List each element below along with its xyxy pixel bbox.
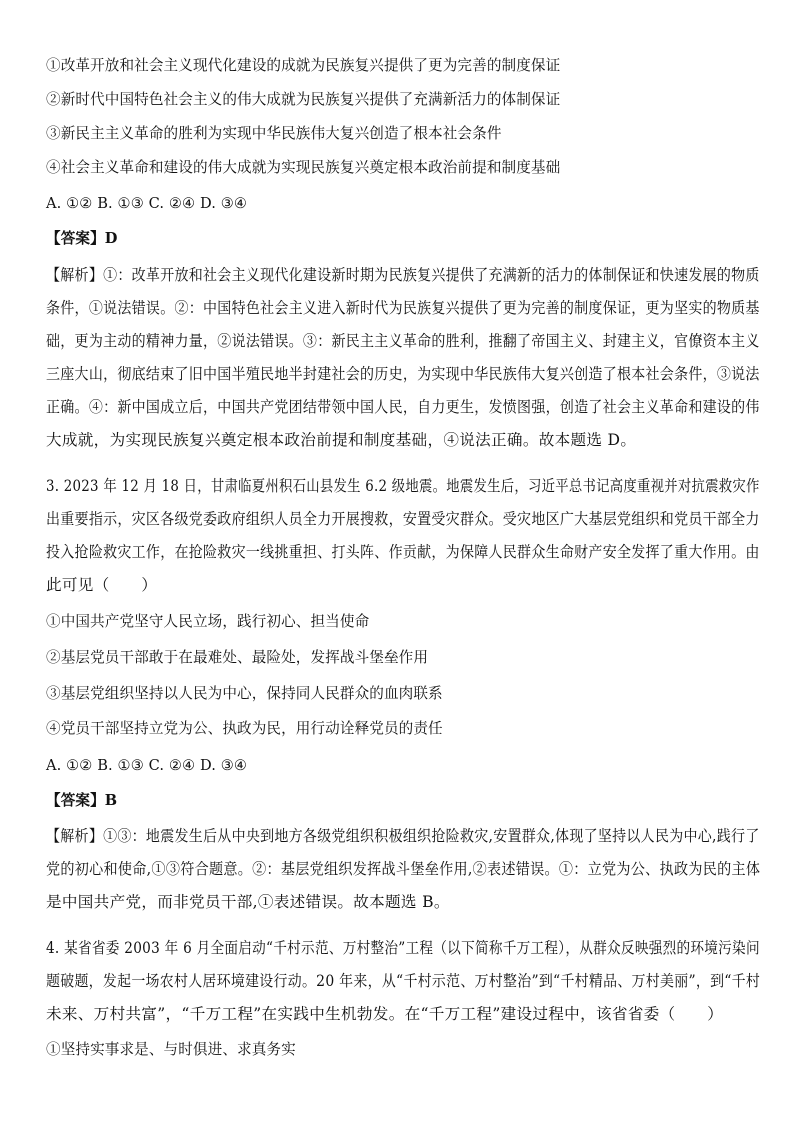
q2-analysis-line: 正确。④：新中国成立后，中国共产党团结带领中国人民，自力更生，发愤图强，创造了社会主义革命和建设的伟 (46, 398, 760, 416)
q2-option-3: ③新民主主义革命的胜利为实现中华民族伟大复兴创造了根本社会条件 (46, 125, 502, 142)
q3-option-4: ④党员干部坚持立党为公、执政为民，用行动诠释党员的责任 (46, 720, 443, 737)
q4-option-1: ①坚持实事求是、与时俱进、求真务实 (46, 1041, 296, 1058)
q3-answer: 【答案】B (46, 792, 118, 809)
q2-choices: A. ①② B. ①③ C. ②④ D. ③④ (46, 195, 248, 212)
q2-option-2: ②新时代中国特色社会主义的伟大成就为民族复兴提供了充满新活力的体制保证 (46, 91, 561, 108)
q4-stem-line: 题破题，发起一场农村人居环境建设行动。20 年来，从“千村示范、万村整治”到“千村精品、万村美丽”，到“千村 (46, 972, 761, 990)
q2-option-1: ①改革开放和社会主义现代化建设的成就为民族复兴提供了更为完善的制度保证 (46, 57, 561, 74)
q3-option-2: ②基层党员干部敢于在最难处、最险处，发挥战斗堡垒作用 (46, 649, 429, 666)
q4-stem-line: 未来、万村共富”，“千万工程”在实践中生机勃发。在“千万工程”建设过程中，该省省委（ ） (46, 1005, 724, 1023)
q3-stem-line: 3. 2023 年 12 月 18 日，甘肃临夏州积石山县发生 6.2 级地震。地震发生后，习近平总书记高度重视并对抗震救灾作 (46, 477, 760, 495)
q3-option-3: ③基层党组织坚持以人民为中心，保持同人民群众的血肉联系 (46, 685, 443, 702)
q3-stem-line: 投入抢险救灾工作，在抢险救灾一线挑重担、打头阵、作贡献，为保障人民群众生命财产安全发挥了重大作用。由 (46, 543, 760, 561)
q4-stem-line: 4. 某省省委 2003 年 6 月全面启动“千村示范、万村整治”工程（以下简称千万工程），从群众反映强烈的环境污染问 (46, 939, 760, 957)
q2-answer: 【答案】D (46, 230, 118, 247)
q2-analysis-line: 大成就，为实现民族复兴奠定根本政治前提和制度基础，④说法正确。故本题选 D。 (46, 431, 637, 449)
q2-analysis-line: 条件，①说法错误。②：中国特色社会主义进入新时代为民族复兴提供了更为完善的制度保证，更为坚实的物质基 (46, 299, 760, 317)
q2-analysis-line: 三座大山，彻底结束了旧中国半殖民地半封建社会的历史，为实现中华民族伟大复兴创造了根本社会条件，③说法 (46, 365, 760, 383)
q2-analysis-line: 【解析】①：改革开放和社会主义现代化建设新时期为民族复兴提供了充满新的活力的体制保证和快速发展的物质 (46, 266, 760, 284)
q3-stem-line: 此可见（ ） (46, 576, 158, 594)
q2-option-4: ④社会主义革命和建设的伟大成就为实现民族复兴奠定根本政治前提和制度基础 (46, 159, 561, 176)
q3-choices: A. ①② B. ①③ C. ②④ D. ③④ (46, 757, 248, 774)
q3-analysis-line: 【解析】①③：地震发生后从中央到地方各级党组织积极组织抢险救灾,安置群众,体现了坚持以人民为中心,践行了 (46, 827, 760, 845)
q3-option-1: ①中国共产党坚守人民立场，践行初心、担当使命 (46, 613, 370, 630)
q2-analysis-line: 础，更为主动的精神力量，②说法错误。③：新民主主义革命的胜利，推翻了帝国主义、封建主义，官僚资本主义 (46, 332, 760, 350)
q3-analysis-line: 党的初心和使命,①③符合题意。②：基层党组织发挥战斗堡垒作用,②表述错误。①：立党为公、执政为民的主体 (46, 860, 761, 878)
q3-analysis-line: 是中国共产党，而非党员干部,①表述错误。故本题选 B。 (46, 893, 450, 911)
q3-stem-line: 出重要指示，灾区各级党委政府组织人员全力开展搜救，安置受灾群众。受灾地区广大基层党组织和党员干部全力 (46, 510, 760, 528)
